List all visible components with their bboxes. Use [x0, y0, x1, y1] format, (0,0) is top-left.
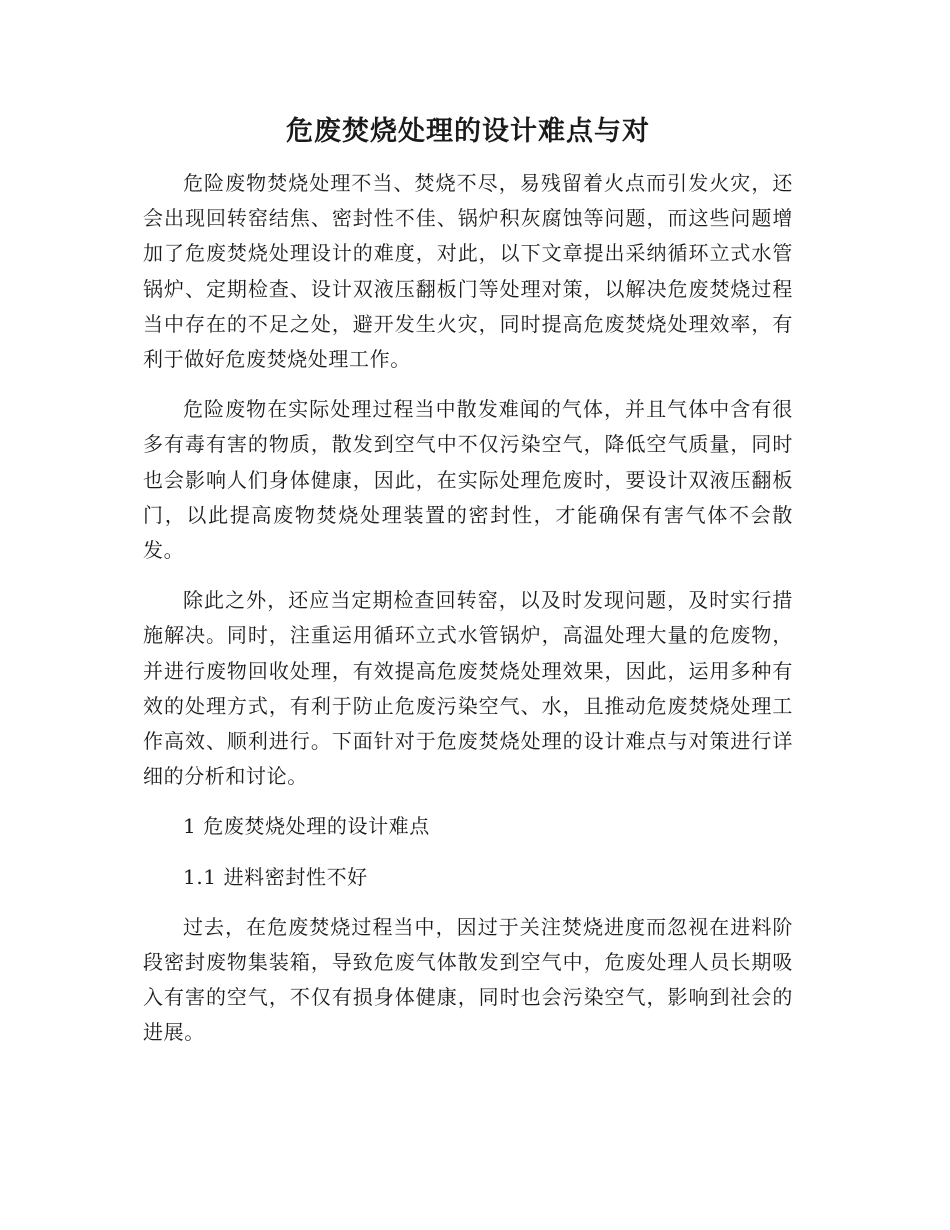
section-heading: 1 危废焚烧处理的设计难点 [183, 814, 430, 839]
document-body [143, 112, 793, 1066]
paragraph-intro: 危险废物焚烧处理不当、焚烧不尽，易残留着火点而引发火灾，还会出现回转窑结焦、密封性不佳、锅炉积灰腐蚀等问题，而这些问题增加了危废焚烧处理设计的难度，对此，以下文章提出采纳循环立式水管锅炉、定期检查、设计双液压翻板门等处理对策，以解决危废焚烧过程当中存在的不足之处，避开发生火灾，同时提高危废焚烧处理效率，有利于做好危废焚烧处理工作。 [143, 171, 793, 372]
subsection-heading: 1.1 进料密封性不好 [183, 864, 368, 889]
paragraph-inspection: 除此之外，还应当定期检查回转窑，以及时发现问题，及时实行措施解决。同时，注重运用循环立式水管锅炉，高温处理大量的危废物，并进行废物回收处理，有效提高危废焚烧处理效果，因此，运用多种有效的处理方式，有利于防止危废污染空气、水，且推动危废焚烧处理工作高效、顺利进行。下面针对于危废焚烧处理的设计难点与对策进行详细的分析和讨论。 [143, 588, 793, 789]
paragraph-feed-sealing: 过去，在危废焚烧过程当中，因过于关注焚烧进度而忽视在进料阶段密封废物集装箱，导致危废气体散发到空气中，危废处理人员长期吸入有害的空气，不仅有损身体健康，同时也会污染空气，影响到社会的进展。 [143, 914, 793, 1045]
document-title: 危废焚烧处理的设计难点与对 [286, 116, 650, 147]
paragraph-gas-hazard: 危险废物在实际处理过程当中散发难闻的气体，并且气体中含有很多有毒有害的物质，散发到空气中不仅污染空气，降低空气质量，同时也会影响人们身体健康，因此，在实际处理危废时，要设计双液压翻板门，以此提高废物焚烧处理装置的密封性，才能确保有害气体不会散发。 [143, 397, 793, 563]
